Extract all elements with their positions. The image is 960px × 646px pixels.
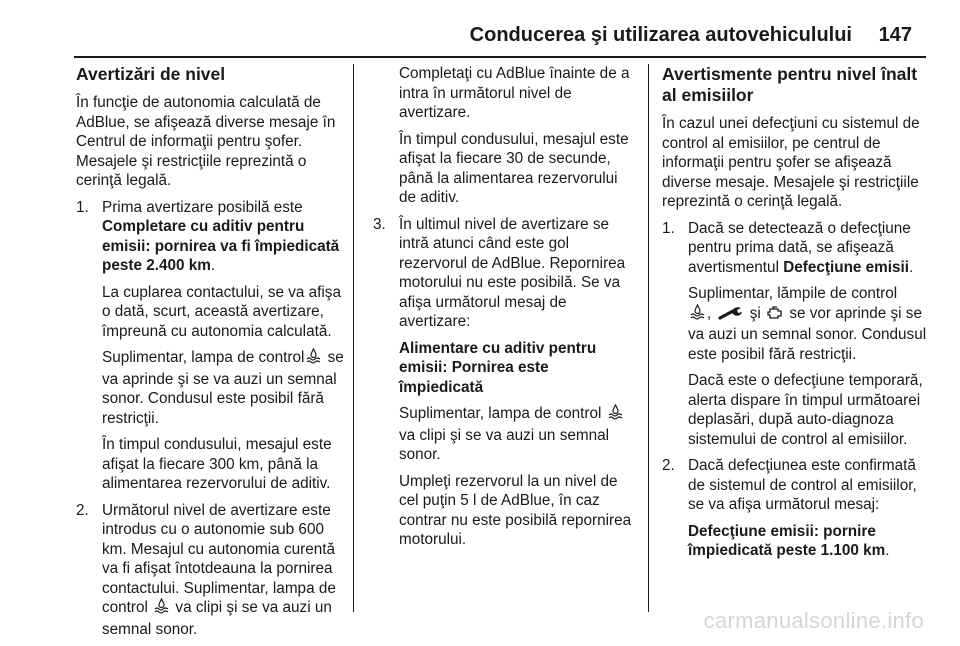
watermark: carmanualsonline.info bbox=[703, 608, 924, 633]
column-1 bbox=[76, 64, 346, 646]
list-number: 1. bbox=[662, 219, 675, 237]
list-text: În ultimul nivel de avertizare se intră atunci când este gol rezervorul de AdBlue. Repornirea motorului nu este posibilă. Se va afişa următorul mesaj de avertizare: bbox=[399, 215, 626, 330]
section-heading: Avertizări de nivel bbox=[76, 64, 226, 84]
page-number: 147 bbox=[878, 24, 912, 46]
list-number: 2. bbox=[76, 501, 89, 519]
text-run: şi bbox=[749, 304, 761, 322]
adblue-warning-icon bbox=[608, 404, 623, 426]
list-item bbox=[662, 219, 928, 450]
list-paragraph: La cuplarea contactului, se va afişa o dată, scurt, această avertizare, împreună cu autonomia calculată. bbox=[102, 283, 341, 340]
bold-message-text: Defecţiune emisii: pornire împiedicată peste 1.100 km bbox=[688, 522, 886, 559]
text-run: , bbox=[707, 304, 712, 322]
bold-message bbox=[688, 522, 928, 561]
list-paragraph bbox=[102, 348, 346, 428]
list-paragraph bbox=[688, 284, 928, 364]
engine-check-icon bbox=[767, 306, 783, 326]
bold-message bbox=[399, 339, 635, 398]
bold-message: Completare cu aditiv pentru emisii: pornirea va fi împiedicată peste 2.400 km bbox=[102, 218, 340, 274]
list-text bbox=[688, 219, 928, 278]
text-run: Prima avertizare posibilă este bbox=[102, 198, 303, 216]
list-paragraph bbox=[399, 404, 635, 465]
text-run: Următorul nivel de avertizare este introdus cu o autonomie sub 600 km. Mesajul cu autonomia curentă va fi afişat întotdeauna la pornirea contactului. Suplimentar, lampa de control bbox=[102, 501, 336, 616]
list-item bbox=[662, 456, 928, 561]
text-run: . bbox=[885, 542, 890, 559]
list-text: Dacă defecţiunea este confirmată de sistemul de control al emisiilor, se va afişa următorul mesaj: bbox=[688, 457, 917, 513]
list-paragraph: Dacă este o defecţiune temporară, alerta dispare în timpul următoarei deplasări, după auto-diagnoza sistemului de control al emisiilor. bbox=[688, 372, 923, 448]
text-run: Suplimentar, lampa de control bbox=[102, 349, 305, 366]
column-divider bbox=[353, 64, 354, 612]
list-item bbox=[373, 215, 635, 550]
list-paragraph: În timpul condusului, mesajul este afişat la fiecare 300 km, până la alimentarea rezervorului de aditiv. bbox=[102, 436, 332, 492]
text-run: va clipi şi se va auzi un semnal sonor. bbox=[399, 426, 610, 463]
header-rule bbox=[74, 56, 926, 58]
wrench-service-icon bbox=[718, 306, 744, 326]
intro-paragraph: În cazul unei defecţiuni cu sistemul de control al emisiilor, pe centrul de informaţii pentru şofer se afişează diverse mesaje. Mesajele şi restricţiile reprezintă o cerinţă legală. bbox=[662, 115, 920, 210]
list-number: 3. bbox=[373, 215, 386, 233]
column-divider bbox=[648, 64, 649, 612]
list-text bbox=[102, 501, 346, 640]
adblue-warning-icon bbox=[690, 304, 705, 326]
list-text bbox=[102, 198, 346, 276]
column-2 bbox=[373, 64, 635, 557]
intro-paragraph: În funcţie de autonomia calculată de AdBlue, se afişează diverse mesaje în Centrul de informaţii pentru şofer. Mesajele şi restricţiile reprezintă o cerinţă legală. bbox=[76, 94, 336, 189]
list-paragraph: Umpleţi rezervorul la un nivel de cel puţin 5 l de AdBlue, în caz contrar nu este posibilă repornirea motorului. bbox=[399, 472, 632, 548]
text-run: se va aprinde şi se va auzi un semnal sonor. Condusul este posibil fără restricţii. bbox=[102, 349, 344, 427]
bold-message-text: Alimentare cu aditiv pentru emisii: Pornirea este împiedicată bbox=[399, 339, 597, 396]
chapter-title: Conducerea şi utilizarea autovehiculului bbox=[469, 24, 852, 46]
list-number: 2. bbox=[662, 457, 675, 474]
text-run: Suplimentar, lămpile de control bbox=[688, 285, 898, 302]
text-run: se vor aprinde şi se va auzi un semnal sonor. Condusul este posibil fără restricţii. bbox=[688, 304, 927, 363]
column-3 bbox=[662, 64, 928, 568]
list-number: 1. bbox=[76, 198, 89, 216]
text-run: va clipi şi se va auzi un semnal sonor. bbox=[102, 599, 332, 638]
continued-paragraph: Completaţi cu AdBlue înainte de a intra în următorul nivel de avertizare. bbox=[399, 65, 630, 121]
section-heading: Avertismente pentru nivel înalt al emisiilor bbox=[662, 64, 918, 105]
text-run: . bbox=[909, 258, 914, 276]
continued-paragraph: În timpul condusului, mesajul este afişat la fiecare 30 de secunde, până la alimentarea rezervorului de aditiv. bbox=[399, 130, 629, 206]
list-item bbox=[76, 198, 346, 494]
page-header bbox=[0, 24, 960, 54]
text-run: Dacă se detectează o defecţiune pentru prima dată, se afişează avertismentul bbox=[688, 219, 911, 276]
adblue-warning-icon bbox=[306, 348, 321, 370]
text-run: . bbox=[210, 257, 216, 274]
adblue-warning-icon bbox=[154, 598, 169, 620]
list-item bbox=[76, 501, 346, 640]
text-run: Suplimentar, lampa de control bbox=[399, 405, 602, 422]
bold-message: Defecţiune emisii bbox=[783, 258, 910, 276]
